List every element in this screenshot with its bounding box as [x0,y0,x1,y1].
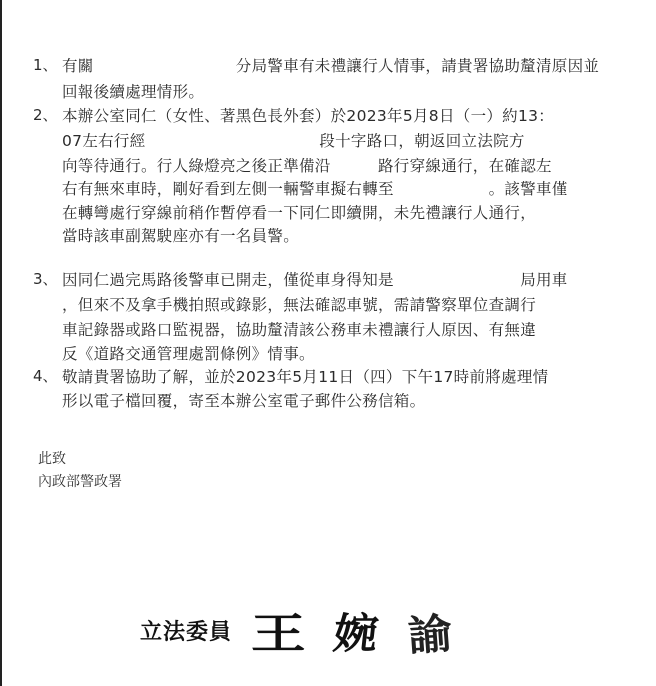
item-1-line-2: 回報後續處理情形。 [62,83,205,101]
signature-block [140,600,485,661]
signature-name [250,600,485,661]
item-4-line-1: 敬請貴署協助了解，並於2023年5月11日（四）下午17時前將處理情 [62,368,549,386]
closing-salutation: 此致 [38,451,66,467]
item-3-line-3: 車記錄器或路口監視器，協助釐清該公務車未禮讓行人原因、有無違 [62,321,537,339]
signature-char-3: 諭 [406,607,485,661]
item-2-number: 2、 [33,106,58,124]
item-4-number: 4、 [33,367,58,385]
item-1-line-1: 有關 分局警車有未禮讓行人情事，請貴署協助釐清原因並 [62,57,600,75]
item-3-line-2: ，但來不及拿手機拍照或錄影，無法確認車號，需請警察單位查調行 [62,296,537,314]
item-2-line-5: 在轉彎處行穿線前稍作暫停看一下同仁即續開，未先禮讓行人通行， [62,204,537,222]
signature-char-2: 婉 [330,610,411,659]
closing-recipient: 內政部警政署 [38,474,122,490]
signature-title: 立法委員 [140,618,233,645]
signature-char-1: 王 [250,610,344,659]
item-2-line-6: 當時該車副駕駛座亦有一名員警。 [62,227,300,245]
item-2-line-4: 右有無來車時，剛好看到左側一輛警車擬右轉至 。該警車僅 [62,180,568,198]
item-1-number: 1、 [33,56,58,74]
item-2-line-1: 本辦公室同仁（女性、著黑色長外套）於2023年5月8日（一）約13： [62,107,555,125]
item-4-line-2: 形以電子檔回覆，寄至本辦公室電子郵件公務信箱。 [62,392,426,410]
item-3-line-1: 因同仁過完馬路後警車已開走，僅從車身得知是 局用車 [62,271,568,289]
item-3-number: 3、 [33,270,58,288]
item-2-line-3: 向等待通行。行人綠燈亮之後正準備沿 路行穿線通行，在確認左 [62,157,552,175]
item-2-line-2: 07左右行經 段十字路口，朝返回立法院方 [62,132,525,150]
item-3-line-4: 反《道路交通管理處罰條例》情事。 [62,345,315,363]
